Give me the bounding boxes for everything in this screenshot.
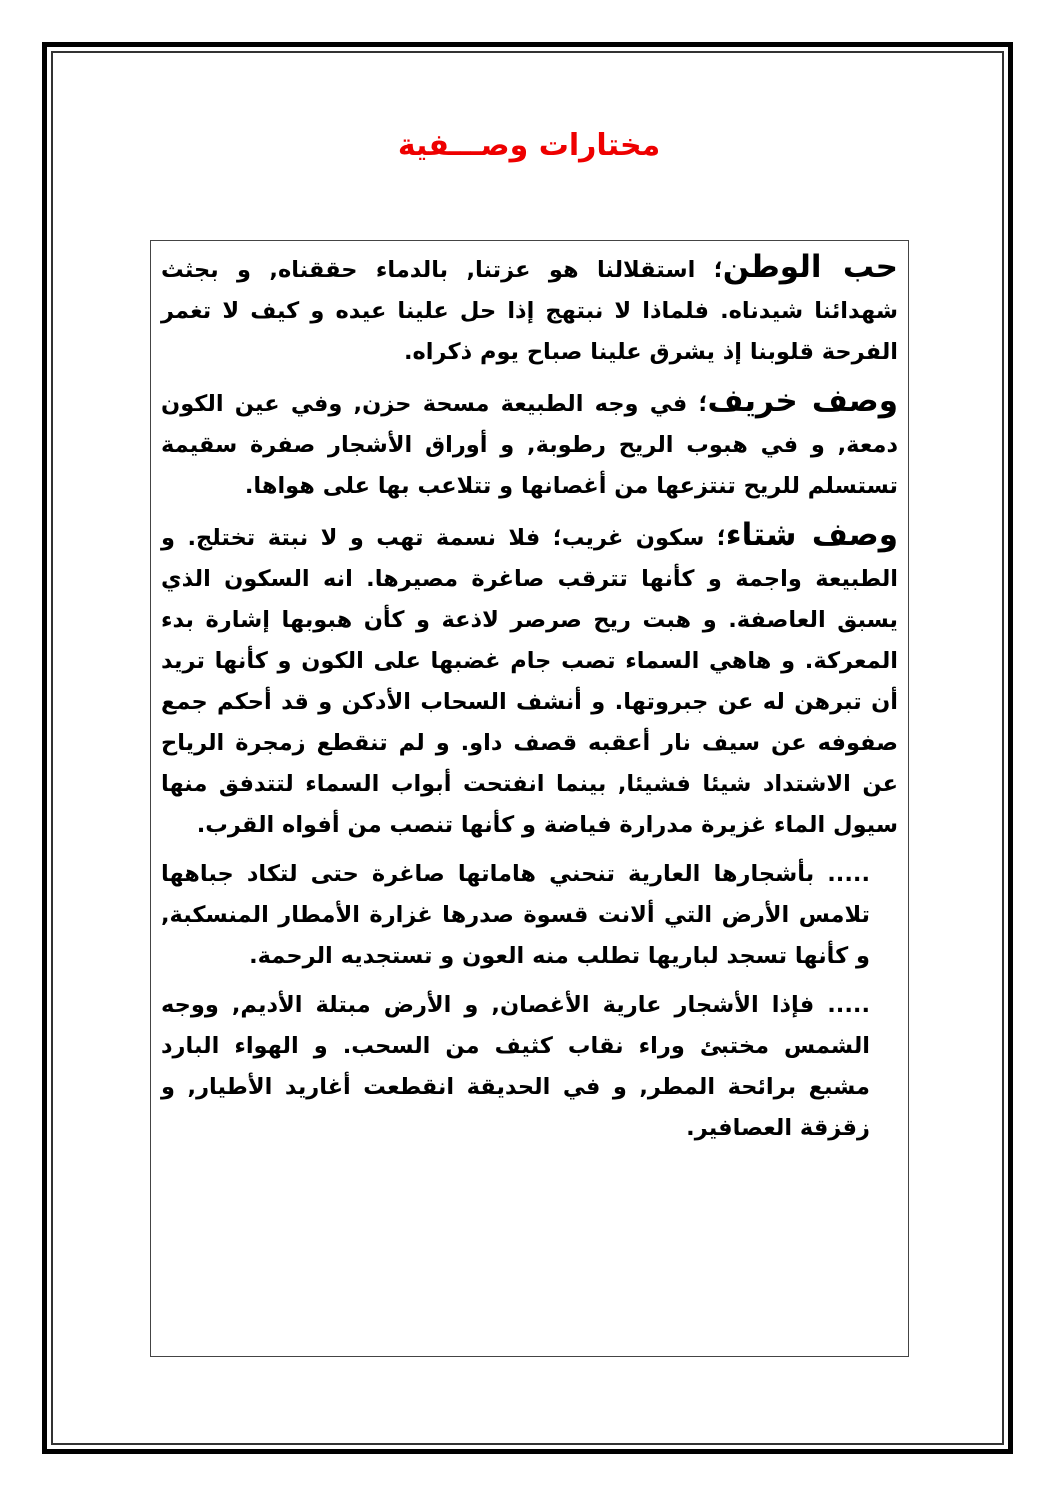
paragraph-heading: وصف شتاء	[725, 517, 898, 553]
paragraph-after-rain	[161, 985, 898, 1149]
paragraph-text: ..... بأشجارها العارية تنحني هاماتها صاغرة حتى لتكاد جباهها تلامس الأرض التي ألانت قسوة صدرها غزارة الأمطار المنسكبة, و كأنها تسجد لباريها تطلب منه العون و تستجديه الرحمة.	[161, 861, 870, 969]
paragraph-homeland	[161, 247, 898, 373]
paragraph-trees	[161, 854, 898, 977]
paragraph-winter	[161, 515, 898, 846]
paragraph-text: ..... فإذا الأشجار عارية الأغصان, و الأرض مبتلة الأديم, ووجه الشمس مختبئ وراء نقاب كثيف من السحب. و الهواء البارد مشبع برائحة المطر, و في الحديقة انقطعت أغاريد الأطيار, و زقزقة العصافير.	[161, 992, 870, 1141]
page-title: مختارات وصـــفية	[397, 128, 661, 163]
paragraph-text: ؛ سكون غريب؛ فلا نسمة تهب و لا نبتة تختلج. و الطبيعة واجمة و كأنها تترقب صاغرة مصيرها. انه السكون الذي يسبق العاصفة. و هبت ريح صرصر لاذعة و كأن هبوبها إشارة بدء المعركة. و هاهي السماء تصب جام غضبها على الكون و كأنها تريد أن تبرهن له عن جبروتها. و أنشف السحاب الأدكن و قد أحكم جمع صفوفه عن سيف نار أعقبه قصف داو. و لم تنقطع زمجرة الرياح عن الاشتداد شيئا فشيئا, بينما انفتحت أبواب السماء لتتدفق منها سيول الماء غزيرة مدرارة فياضة و كأنها تنصب من أفواه القرب.	[161, 525, 898, 838]
content-box	[150, 240, 909, 1357]
paragraph-heading: وصف خريف	[707, 383, 899, 419]
paragraph-autumn	[161, 381, 898, 507]
paragraph-text: ؛ استقلالنا هو عزتنا, بالدماء حققناه, و بجثث شهدائنا شيدناه. فلماذا لا نبتهج إذا حل علينا عيده و كيف لا تغمر الفرحة قلوبنا إذ يشرق علينا صباح يوم ذكراه.	[161, 257, 898, 365]
paragraph-heading: حب الوطن	[722, 249, 898, 285]
paragraph-text: ؛ في وجه الطبيعة مسحة حزن, وفي عين الكون دمعة, و في هبوب الريح رطوبة, و أوراق الأشجار صفرة سقيمة تستسلم للريح تنتزعها من أغصانها و تتلاعب بها على هواها.	[161, 391, 898, 499]
